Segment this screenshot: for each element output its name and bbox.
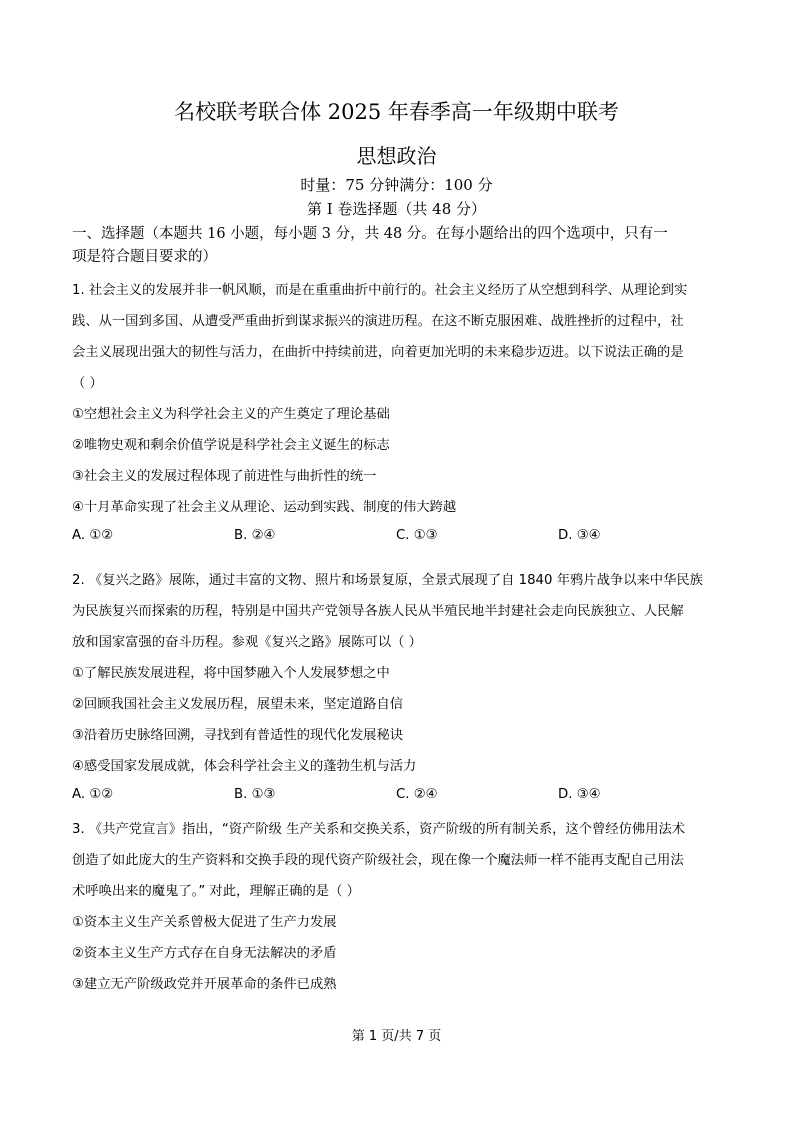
option-c: C. ①③: [396, 528, 438, 543]
section-instruction-line-1: 一、选择题（本题共 16 小题，每小题 3 分，共 48 分。在每小题给出的四个选项中，只有一: [72, 226, 668, 242]
statement-item: ①空想社会主义为科学社会主义的产生奠定了理论基础: [72, 407, 390, 422]
option-d: D. ③④: [558, 787, 601, 802]
volume-title: 第 I 卷选择题（共 48 分）: [306, 200, 487, 218]
statement-item: ②回顾我国社会主义发展历程，展望未来，坚定道路自信: [72, 697, 404, 712]
option-a: A. ①②: [72, 528, 114, 543]
time-info: 时量：75 分钟满分：100 分: [300, 176, 493, 194]
answer-blank: （ ）: [72, 376, 103, 391]
statement-item: ①了解民族发展进程，将中国梦融入个人发展梦想之中: [72, 666, 390, 681]
subject-title: 思想政治: [356, 144, 437, 168]
option-b: B. ①③: [234, 787, 276, 802]
section-instruction-line-2: 项是符合题目要求的）: [72, 249, 217, 265]
statement-item: ②资本主义生产方式存在自身无法解决的矛盾: [72, 946, 337, 961]
statement-item: ③沿着历史脉络回溯，寻找到有普适性的现代化发展秘诀: [72, 728, 404, 743]
option-b: B. ②④: [234, 528, 276, 543]
answer-options: [72, 528, 724, 546]
statement-item: ②唯物史观和剩余价值学说是科学社会主义诞生的标志: [72, 438, 390, 453]
question-text-line: 为民族复兴而探索的历程，特别是中国共产党领导各族人民从半殖民地半封建社会走向民族独立、人民解: [72, 604, 684, 619]
option-c: C. ②④: [396, 787, 438, 802]
question-text-line: 3. 《共产党宣言》指出，“资产阶级 生产关系和交换关系，资产阶级的所有制关系，这个曾经仿佛用法术: [72, 822, 686, 837]
statement-item: ③社会主义的发展过程体现了前进性与曲折性的统一: [72, 469, 377, 484]
question-text-line: 放和国家富强的奋斗历程。参观《复兴之路》展陈可以（ ）: [72, 635, 422, 650]
question-text-line: 术呼唤出来的魔鬼了。” 对此，理解正确的是（ ）: [72, 884, 360, 899]
statement-item: ③建立无产阶级政党并开展革命的条件已成熟: [72, 977, 337, 992]
question-text-line: 2. 《复兴之路》展陈，通过丰富的文物、照片和场景复原，全景式展现了自 1840 年鸦片战争以来中华民族: [72, 573, 703, 588]
statement-item: ④十月革命实现了社会主义从理论、运动到实践、制度的伟大跨越: [72, 500, 457, 515]
question-text-line: 会主义展现出强大的韧性与活力，在曲折中持续前进，向着更加光明的未来稳步迈进。以下说法正确的是: [72, 345, 684, 360]
exam-title: 名校联考联合体 2025 年春季高一年级期中联考: [174, 100, 619, 124]
option-d: D. ③④: [558, 528, 601, 543]
option-a: A. ①②: [72, 787, 114, 802]
page-footer: 第 1 页/共 7 页: [351, 1029, 442, 1044]
statement-item: ④感受国家发展成就，体会科学社会主义的蓬勃生机与活力: [72, 759, 417, 774]
statement-item: ①资本主义生产关系曾极大促进了生产力发展: [72, 915, 337, 930]
question-text-line: 创造了如此庞大的生产资料和交换手段的现代资产阶级社会，现在像一个魔法师一样不能再支配自己用法: [72, 853, 684, 868]
question-text-line: 1. 社会主义的发展并非一帆风顺，而是在重重曲折中前行的。社会主义经历了从空想到科学、从理论到实: [72, 283, 688, 298]
question-text-line: 践、从一国到多国、从遭受严重曲折到谋求振兴的演进历程。在这不断克服困难、战胜挫折的过程中，社: [72, 314, 684, 329]
answer-options: [72, 787, 724, 805]
